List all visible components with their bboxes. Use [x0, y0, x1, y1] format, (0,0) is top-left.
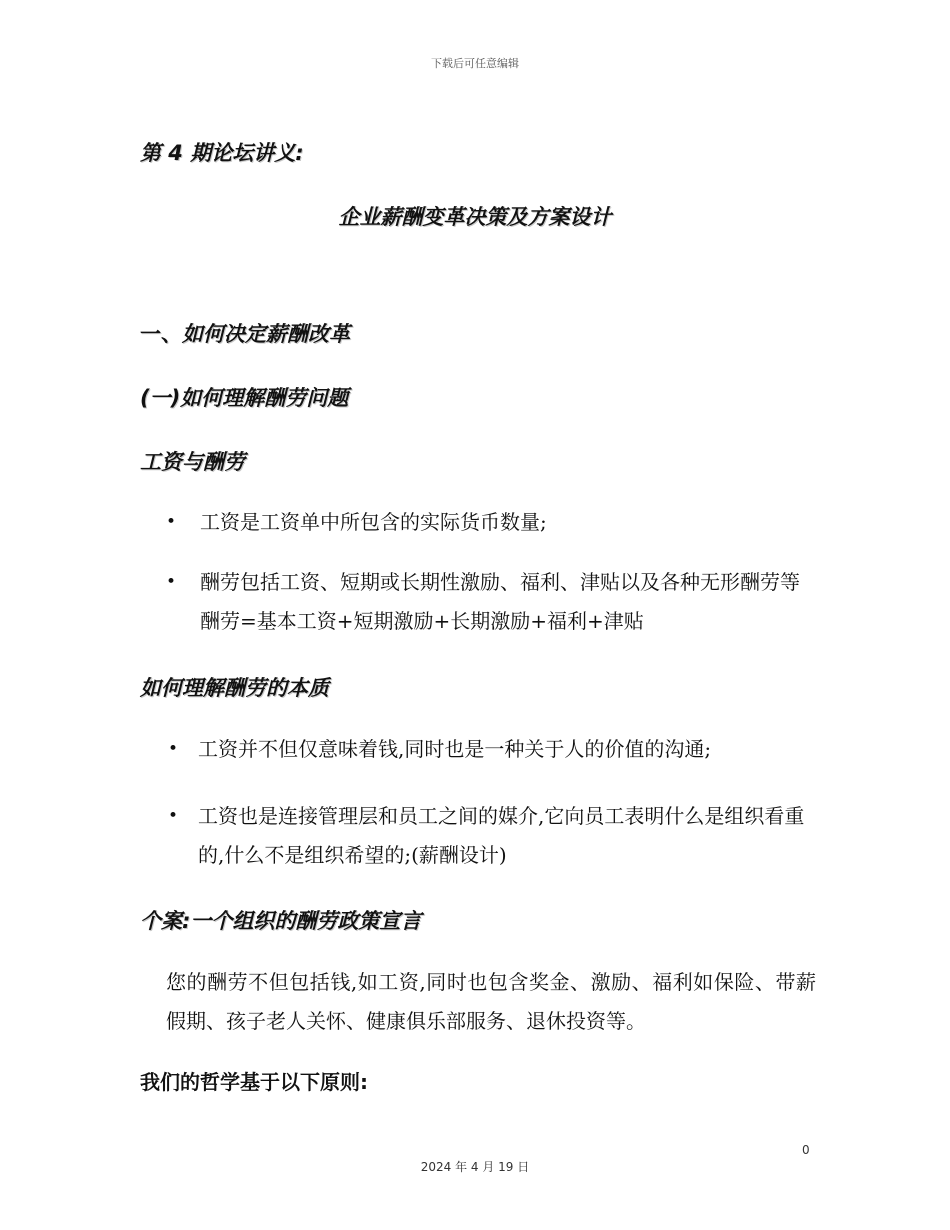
bullet-icon: • [168, 739, 179, 759]
case-paragraph: 您的酬劳不但包括钱,如工资,同时也包含奖金、激励、福利如保险、带薪假期、孩子老人关怀、健康俱乐部服务、退休投资等。 [166, 970, 816, 1033]
list-item [166, 563, 811, 641]
footer-date: 2024 年 4 月 19 日 [420, 1160, 530, 1174]
header-note: 下载后可任意编辑 [431, 57, 519, 70]
list-item-text: 工资是工资单中所包含的实际货币数量; [200, 510, 547, 534]
list-item [168, 797, 813, 875]
subheading-wage-and-pay: 工资与酬劳 [140, 450, 245, 474]
section-heading [140, 318, 350, 348]
document-title-line1: 第 4 期论坛讲义: [140, 141, 304, 165]
subheading-pay-essence: 如何理解酬劳的本质 [140, 676, 329, 700]
section-heading-text: 如何决定薪酬改革 [182, 322, 350, 346]
subsection-heading-1: (一)如何理解酬劳问题 [140, 386, 349, 410]
bullet-icon: • [166, 512, 177, 532]
list-item-text: 工资也是连接管理层和员工之间的媒介,它向员工表明什么是组织看重的,什么不是组织希望的;(薪酬设计) [198, 804, 805, 867]
list-item-text: 工资并不但仅意味着钱,同时也是一种关于人的价值的沟通; [198, 737, 712, 761]
subheading-case: 个案:一个组织的酬劳政策宣言 [140, 909, 422, 933]
page-number: 0 [802, 1143, 810, 1157]
list-item-text: 酬劳包括工资、短期或长期性激励、福利、津贴以及各种无形酬劳等酬劳=基本工资+短期激励+长期激励+福利+津贴 [200, 570, 800, 633]
list-item [168, 730, 813, 769]
section-number: 一、 [140, 322, 182, 346]
bullet-icon: • [168, 806, 179, 826]
principles-heading: 我们的哲学基于以下原则: [140, 1070, 368, 1094]
list-item [166, 503, 811, 542]
bullet-icon: • [166, 572, 177, 592]
document-title-line2: 企业薪酬变革决策及方案设计 [338, 205, 612, 229]
